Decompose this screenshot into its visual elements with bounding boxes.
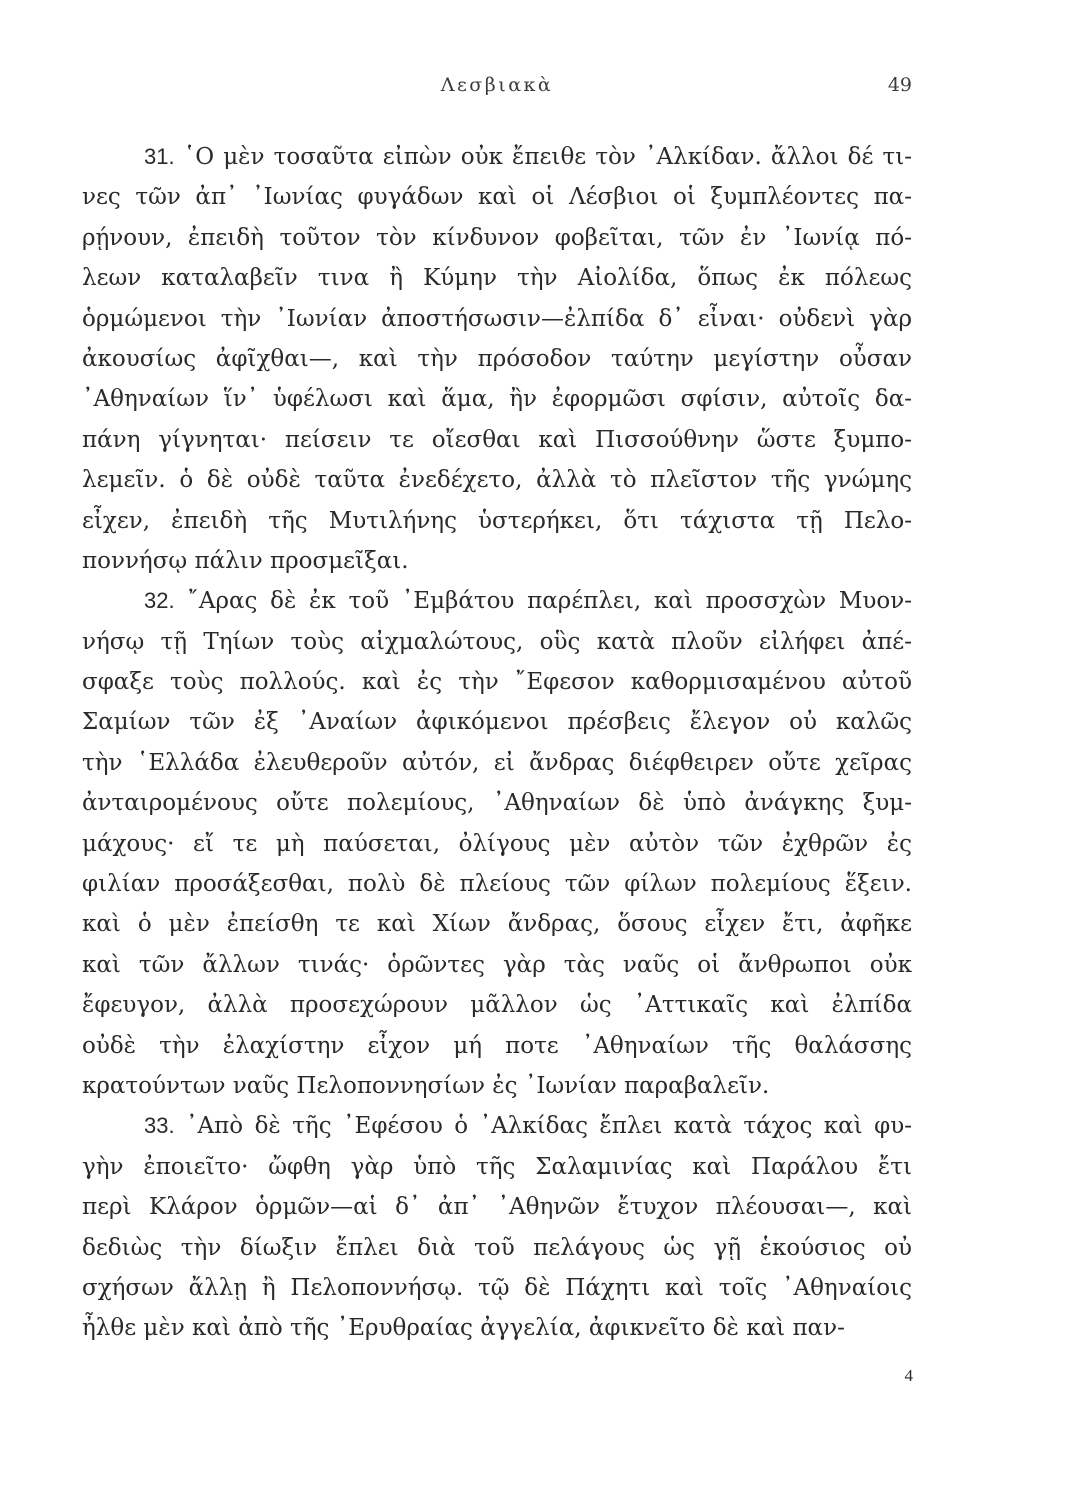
text-line — [82, 379, 912, 419]
text-line — [82, 218, 912, 258]
line-text: καὶ ὁ μὲν ἐπείσθη τε καὶ Χίων ἄνδρας, ὅσους εἶχεν ἔτι, ἀφῆκε — [82, 911, 912, 938]
greek-text-block — [82, 137, 912, 1349]
text-line — [82, 743, 912, 783]
text-line — [82, 339, 912, 379]
line-text: τὴν ῾Ελλάδα ἐλευθεροῦν αὐτόν, εἰ ἄνδρας διέφθειρεν οὔτε χεῖρας — [82, 749, 912, 776]
text-line — [82, 460, 912, 500]
line-text: ἔφευγον, ἀλλὰ προσεχώρουν μᾶλλον ὡς ᾿Αττικαῖς καὶ ἐλπίδα — [82, 992, 912, 1019]
running-title: Λεσβιακὰ — [440, 74, 554, 96]
section-opening-line — [82, 1106, 912, 1146]
running-head — [82, 74, 912, 104]
line-text: ῎Αρας δὲ ἐκ τοῦ ᾿Εμβάτου παρέπλει, καὶ προσσχὼν Μυον- — [187, 588, 912, 615]
line-text: κρατούντων ναῦς Πελοποννησίων ἐς ᾿Ιωνίαν παραβαλεῖν. — [82, 1072, 770, 1099]
line-text: εἶχεν, ἐπειδὴ τῆς Μυτιλήνης ὑστερήκει, ὅτι τάχιστα τῇ Πελο- — [82, 507, 912, 534]
line-text: οὐδὲ τὴν ἐλαχίστην εἶχον μή ποτε ᾿Αθηναίων τῆς θαλάσσης — [82, 1032, 912, 1059]
line-text: φιλίαν προσάξεσθαι, πολὺ δὲ πλείους τῶν φίλων πολεμίους ἕξειν. — [82, 871, 912, 898]
section-opening-line — [82, 137, 912, 177]
text-line — [82, 945, 912, 985]
line-text: ποννήσῳ πάλιν προσμεῖξαι. — [82, 547, 409, 574]
text-line — [82, 177, 912, 217]
paragraph-section-1 — [82, 137, 912, 581]
text-line — [82, 1308, 912, 1348]
line-text: Σαμίων τῶν ἐξ ᾿Αναίων ἀφικόμενοι πρέσβεις ἔλεγον οὐ καλῶς — [82, 709, 912, 736]
line-text: ἦλθε μὲν καὶ ἀπὸ τῆς ᾿Ερυθραίας ἀγγελία, ἀφικνεῖτο δὲ καὶ παν- — [82, 1315, 845, 1342]
text-line — [82, 783, 912, 823]
text-line — [82, 501, 912, 541]
text-line — [82, 662, 912, 702]
signature-mark: 4 — [904, 1366, 913, 1385]
section-number: 32. — [144, 588, 175, 614]
text-line — [82, 985, 912, 1025]
section-number: 33. — [144, 1113, 175, 1139]
text-line — [82, 622, 912, 662]
text-line — [82, 1066, 912, 1106]
line-text: πάνη γίγνηται· πείσειν τε οἴεσθαι καὶ Πισσούθνην ὥστε ξυμπο- — [82, 426, 912, 453]
text-line — [82, 904, 912, 944]
section-number: 31. — [144, 144, 175, 169]
text-line — [82, 1228, 912, 1268]
line-text: ᾿Απὸ δὲ τῆς ᾿Εφέσου ὁ ᾿Αλκίδας ἔπλει κατὰ τάχος καὶ φυ- — [186, 1113, 912, 1140]
line-text: μάχους· εἴ τε μὴ παύσεται, ὀλίγους μὲν αὐτὸν τῶν ἐχθρῶν ἐς — [82, 830, 912, 857]
line-text: ᾿Αθηναίων ἵν᾿ ὑφέλωσι καὶ ἅμα, ἢν ἐφορμῶσι σφίσιν, αὐτοῖς δα- — [82, 386, 912, 413]
paragraph-section-2 — [82, 581, 912, 1106]
section-opening-line — [82, 581, 912, 621]
text-line — [82, 1268, 912, 1308]
line-text: ρῄνουν, ἐπειδὴ τοῦτον τὸν κίνδυνον φοβεῖται, τῶν ἐν ᾿Ιωνίᾳ πό- — [82, 224, 912, 251]
line-text: νήσῳ τῇ Τηίων τοὺς αἰχμαλώτους, οὓς κατὰ πλοῦν εἰλήφει ἀπέ- — [82, 628, 912, 655]
line-text: καὶ τῶν ἄλλων τινάς· ὁρῶντες γὰρ τὰς ναῦς οἱ ἄνθρωποι οὐκ — [82, 951, 912, 978]
text-line — [82, 541, 912, 581]
line-text: σχήσων ἄλλῃ ἢ Πελοποννήσῳ. τῷ δὲ Πάχητι καὶ τοῖς ᾿Αθηναίοις — [82, 1274, 912, 1301]
line-text: ὁρμώμενοι τὴν ᾿Ιωνίαν ἀποστήσωσιν—ἐλπίδα δ᾿ εἶναι· οὐδενὶ γὰρ — [82, 305, 912, 332]
text-line — [82, 1026, 912, 1066]
line-text: δεδιὼς τὴν δίωξιν ἔπλει διὰ τοῦ πελάγους ὡς γῇ ἑκούσιος οὐ — [82, 1234, 912, 1261]
text-line — [82, 824, 912, 864]
text-line — [82, 702, 912, 742]
line-text: γὴν ἐποιεῖτο· ὤφθη γὰρ ὑπὸ τῆς Σαλαμινίας καὶ Παράλου ἔτι — [82, 1153, 912, 1180]
text-line — [82, 864, 912, 904]
text-line — [82, 1147, 912, 1187]
text-line — [82, 258, 912, 298]
line-text: σφαξε τοὺς πολλούς. καὶ ἐς τὴν ῎Εφεσον καθορμισαμένου αὐτοῦ — [82, 669, 912, 696]
line-text: λεων καταλαβεῖν τινα ἢ Κύμην τὴν Αἰολίδα, ὅπως ἐκ πόλεως — [82, 265, 912, 292]
text-line — [82, 299, 912, 339]
line-text: ῾Ο μὲν τοσαῦτα εἰπὼν οὐκ ἔπειθε τὸν ᾿Αλκίδαν. ἄλλοι δέ τι- — [183, 144, 912, 170]
text-line — [82, 420, 912, 460]
line-text: ἀκουσίως ἀφῖχθαι—, καὶ τὴν πρόσοδον ταύτην μεγίστην οὖσαν — [82, 345, 912, 372]
paragraph-section-3 — [82, 1106, 912, 1348]
line-text: νες τῶν ἀπ᾿ ᾿Ιωνίας φυγάδων καὶ οἱ Λέσβιοι οἱ ξυμπλέοντες πα- — [82, 184, 912, 211]
line-text: περὶ Κλάρον ὁρμῶν—αἱ δ᾿ ἀπ᾿ ᾿Αθηνῶν ἔτυχον πλέουσαι—, καὶ — [82, 1194, 912, 1221]
text-line — [82, 1187, 912, 1227]
line-text: ἀνταιρομένους οὔτε πολεμίους, ᾿Αθηναίων δὲ ὑπὸ ἀνάγκης ξυμ- — [82, 790, 912, 817]
line-text: λεμεῖν. ὁ δὲ οὐδὲ ταῦτα ἐνεδέχετο, ἀλλὰ τὸ πλεῖστον τῆς γνώμης — [82, 467, 912, 494]
page-number: 49 — [887, 74, 912, 96]
